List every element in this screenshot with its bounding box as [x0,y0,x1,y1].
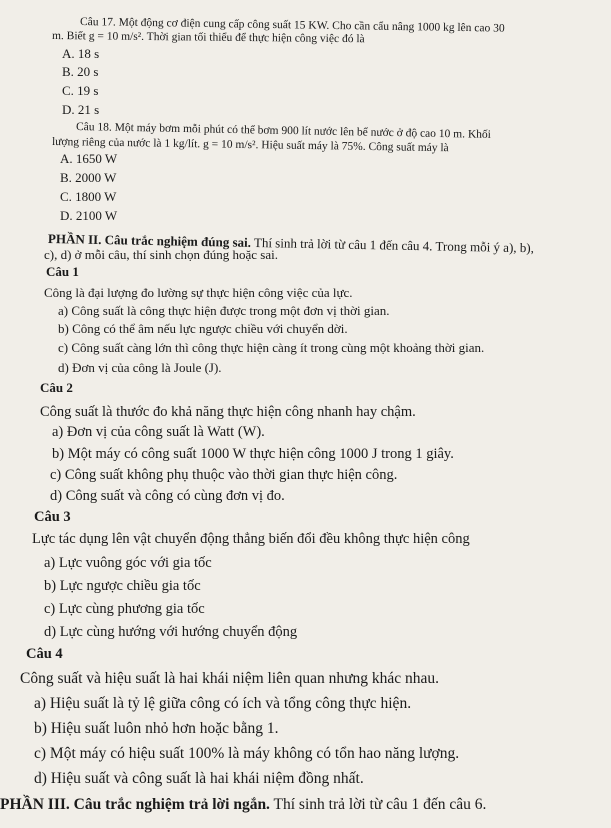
q18-option-d: D. 2100 W [60,208,118,223]
q17-line2: m. Biết g = 10 m/s². Thời gian tối thiểu để thực hiện công việc đó là [51,30,365,46]
part2-q3-stem: Lực tác dụng lên vật chuyển động thẳng biến đổi đều không thực hiện công [32,531,470,547]
part2-q1-item-a: a) Công suất là công thực hiện được trong một đơn vị thời gian. [58,303,390,318]
part2-q1-item-d: d) Đơn vị của công là Joule (J). [58,360,222,375]
q17-option-b: B. 20 s [62,64,99,79]
part2-q2-title: Câu 2 [40,380,73,395]
part2-q1-stem: Công là đại lượng đo lường sự thực hiện công việc của lực. [44,285,353,300]
q18-line1: Câu 18. Một máy bơm mỗi phút có thể bơm 900 lít nước lên bể nước ở độ cao 10 m. Khối [75,121,492,141]
part2-heading: PHẦN II. Câu trắc nghiệm đúng sai. [47,231,252,250]
q17-line1: Câu 17. Một động cơ điện cung cấp công suất 15 KW. Cho cần cẩu nâng 1000 kg lên cao 30 [79,16,505,35]
part3-line [0,796,486,814]
part2-intro-line2: c), d) ở mỗi câu, thí sinh chọn đúng hoặc sai. [44,247,278,262]
q17-option-c: C. 19 s [62,83,99,98]
part2-q2-item-d: d) Công suất và công có cùng đơn vị đo. [50,488,285,504]
q18-option-c: C. 1800 W [60,189,117,204]
part2-q3-item-b: b) Lực ngược chiều gia tốc [44,578,201,594]
q17-option-a: A. 18 s [62,46,100,61]
part3-heading: PHẦN III. Câu trắc nghiệm trả lời ngắn. [0,796,270,813]
part2-q2-item-a: a) Đơn vị của công suất là Watt (W). [52,424,265,440]
part2-q2-item-b: b) Một máy có công suất 1000 W thực hiện công 1000 J trong 1 giây. [52,446,454,462]
part2-q1-title: Câu 1 [46,264,79,279]
q18-option-a: A. 1650 W [60,151,118,166]
part2-q3-item-d: d) Lực cùng hướng với hướng chuyển động [44,624,298,640]
part2-q4-item-d: d) Hiệu suất và công suất là hai khái niệm đồng nhất. [34,770,364,787]
part3-rest: Thí sinh trả lời từ câu 1 đến câu 6. [269,796,487,813]
q18-option-b: B. 2000 W [60,170,117,185]
part2-q4-title: Câu 4 [26,646,63,662]
part2-q3-title: Câu 3 [34,509,71,525]
q18-line2: lượng riêng của nước là 1 kg/lít. g = 10 m/s². Hiệu suất máy là 75%. Công suất máy là [51,136,449,155]
part2-q3-item-c: c) Lực cùng phương gia tốc [44,601,205,617]
part2-q2-stem: Công suất là thước đo khả năng thực hiện công nhanh hay chậm. [40,404,416,420]
part2-q1-item-b: b) Công có thể âm nếu lực ngược chiều với chuyển dời. [58,321,348,336]
part2-q3-item-a: a) Lực vuông góc với gia tốc [44,555,212,571]
part2-q4-item-c: c) Một máy có hiệu suất 100% là máy không có tổn hao năng lượng. [34,745,460,762]
part2-q4-item-b: b) Hiệu suất luôn nhỏ hơn hoặc bằng 1. [34,720,279,737]
q17-option-d: D. 21 s [62,102,100,117]
part2-q1-item-c: c) Công suất càng lớn thì công thực hiện càng ít trong cùng một khoảng thời gian. [58,340,485,355]
part2-q4-item-a: a) Hiệu suất là tỷ lệ giữa công có ích và tổng công thực hiện. [34,695,412,712]
part2-q4-stem: Công suất và hiệu suất là hai khái niệm liên quan nhưng khác nhau. [20,670,440,687]
part2-q2-item-c: c) Công suất không phụ thuộc vào thời gian thực hiện công. [50,467,398,483]
part2-intro-rest: Thí sinh trả lời từ câu 1 đến câu 4. Trong mỗi ý a), b), [250,234,535,256]
